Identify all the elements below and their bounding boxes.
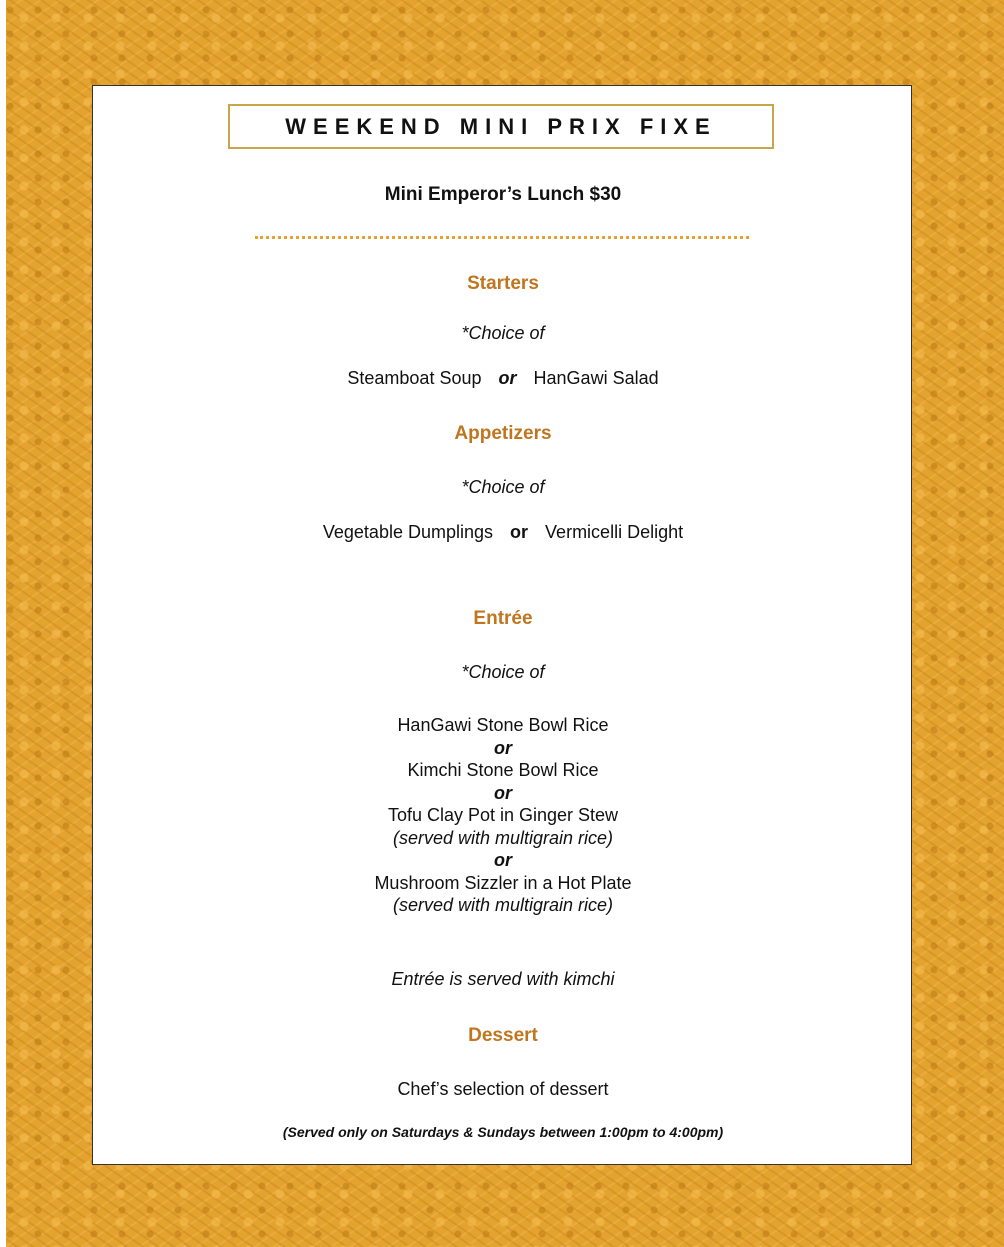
entree-note: Entrée is served with kimchi <box>391 969 615 989</box>
appetizers-or: or <box>510 522 529 542</box>
menu-subtitle: Mini Emperor’s Lunch $30 <box>384 184 622 205</box>
starters-or: or <box>498 368 517 388</box>
appetizers-options <box>93 522 913 543</box>
entree-option-note: (served with multigrain rice) <box>392 827 614 848</box>
menu-title: WEEKEND MINI PRIX FIXE <box>285 113 717 139</box>
entree-option: HanGawi Stone Bowl Rice <box>397 715 609 735</box>
title-frame <box>228 104 774 149</box>
appetizers-choice-label: *Choice of <box>461 477 545 497</box>
appetizers-option-b: Vermicelli Delight <box>545 522 684 542</box>
dessert-item: Chef’s selection of dessert <box>397 1079 609 1099</box>
appetizers-option-a: Vegetable Dumplings <box>322 522 494 542</box>
entree-or: or <box>494 850 512 870</box>
entree-choice-label: *Choice of <box>461 662 545 682</box>
dotted-divider <box>255 236 749 239</box>
starters-option-a: Steamboat Soup <box>347 368 482 388</box>
left-edge-strip <box>0 0 6 1247</box>
entree-option: Kimchi Stone Bowl Rice <box>407 760 599 780</box>
entree-option: Tofu Clay Pot in Ginger Stew <box>387 805 619 825</box>
menu-card <box>92 85 912 1165</box>
section-heading-starters: Starters <box>467 273 539 294</box>
starters-options <box>93 368 913 389</box>
availability-footer: (Served only on Saturdays & Sundays between 1:00pm to 4:00pm) <box>282 1124 724 1140</box>
section-heading-dessert: Dessert <box>468 1025 538 1046</box>
entree-option: Mushroom Sizzler in a Hot Plate <box>374 872 632 893</box>
starters-choice-label: *Choice of <box>461 323 545 343</box>
entree-option-note: (served with multigrain rice) <box>392 895 614 915</box>
starters-option-b: HanGawi Salad <box>533 368 659 388</box>
entree-or: or <box>494 782 512 803</box>
entree-options <box>93 714 913 917</box>
section-heading-entree: Entrée <box>473 608 533 629</box>
entree-or: or <box>494 737 512 758</box>
section-heading-appetizers: Appetizers <box>454 423 552 444</box>
